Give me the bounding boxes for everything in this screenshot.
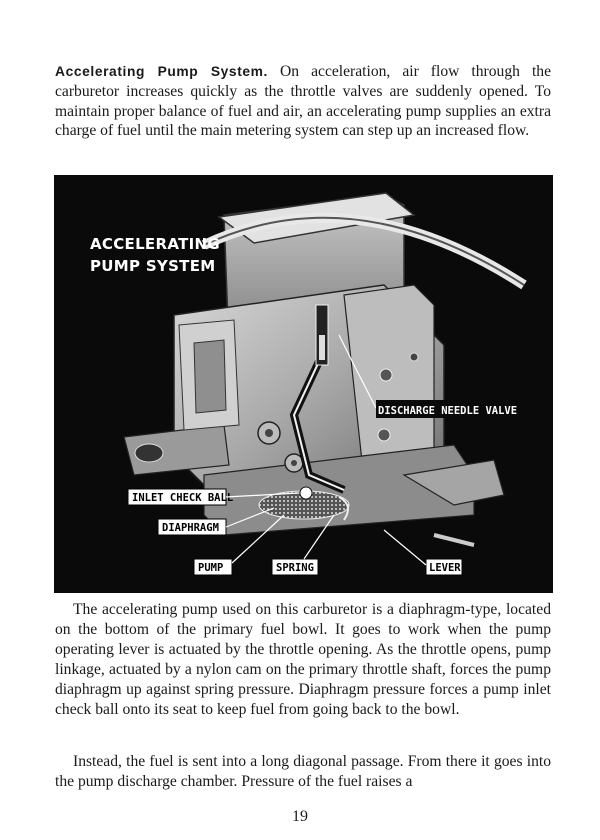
label-lever: LEVER <box>429 562 461 574</box>
body-paragraph-2: Instead, the fuel is sent into a long diagonal passage. From there it goes into the pump discharge chamber. Pressure of the fuel raises a <box>55 753 551 790</box>
intro-text: On acceleration, air flow through the carburetor increases quickly as the throttle valves are suddenly opened. To maintain proper balance of fuel and air, an accelerating pump supplies an extra charge of fuel until the main metering system can step up an increased flow. <box>55 63 551 140</box>
label-diaphragm: DIAPHRAGM <box>162 522 219 534</box>
label-inlet-check-ball: INLET CHECK BALL <box>132 492 234 504</box>
figure-title-line2: PUMP SYSTEM <box>90 257 216 275</box>
intro-paragraph <box>55 62 551 141</box>
label-discharge-needle-valve: DISCHARGE NEEDLE VALVE <box>378 405 518 417</box>
carburetor-drawing <box>54 175 553 593</box>
label-spring: SPRING <box>276 562 314 574</box>
body-paragraph-1: The accelerating pump used on this carburetor is a diaphragm-type, located on the bottom of the primary fuel bowl. It goes to work when the pump operating lever is actuated by the throttle opening. As the throttle opens, pump linkage, actuated by a nylon cam on the primary throttle shaft, forces the pump diaphragm up against spring pressure. Diaphragm pressure forces a pump inlet check ball onto its seat to keep fuel from going back to the bowl. <box>55 601 551 718</box>
page-number: 19 <box>292 808 308 825</box>
figure-title-line1: ACCELERATING <box>90 235 220 253</box>
section-heading: Accelerating Pump System. <box>55 64 268 79</box>
inlet-check-ball-shape <box>300 487 312 499</box>
carburetor-illustration <box>54 175 553 593</box>
label-pump: PUMP <box>198 562 224 574</box>
